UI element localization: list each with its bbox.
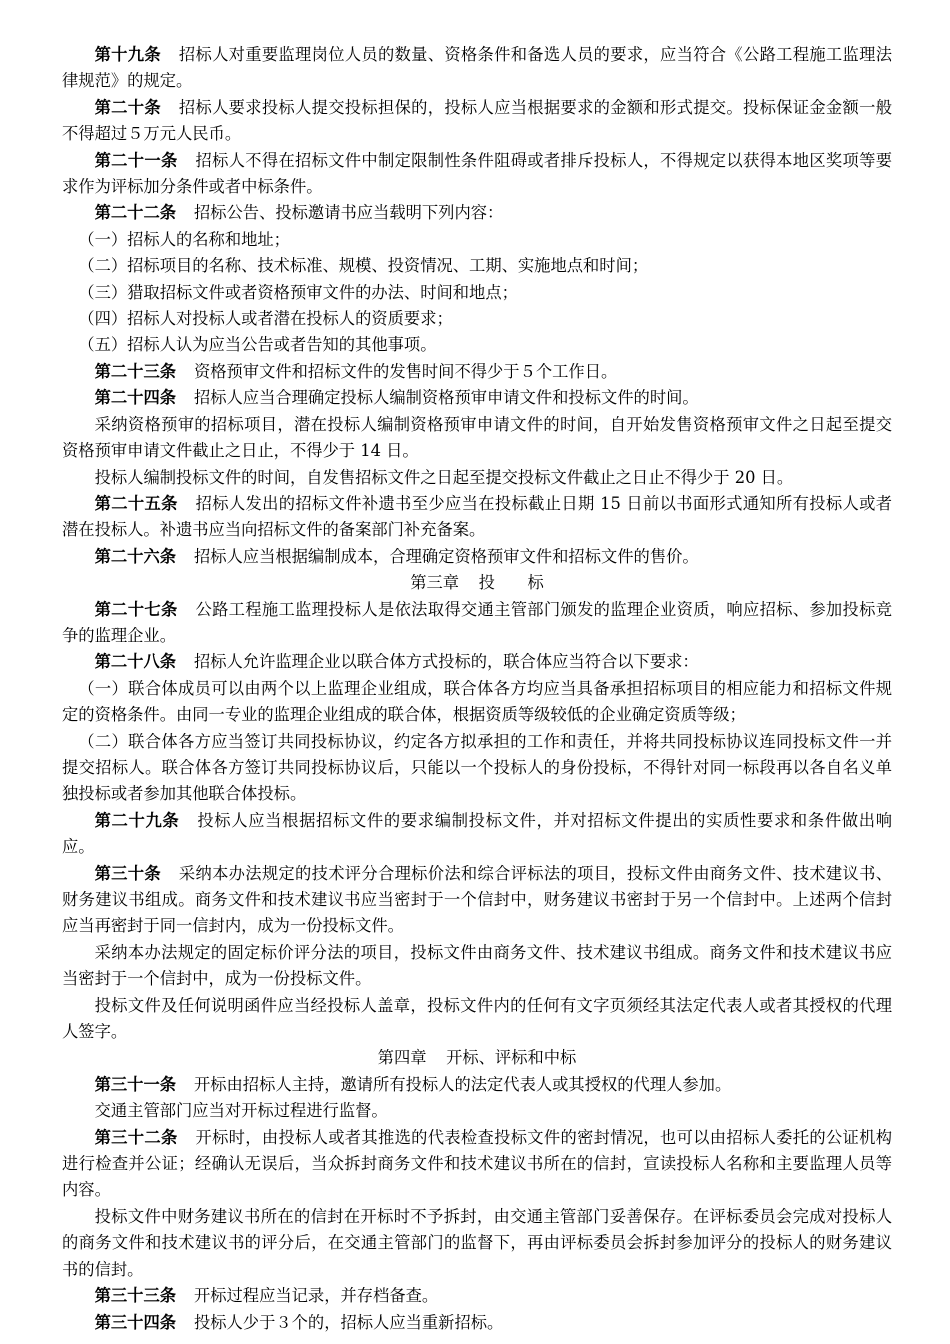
article-label: 第三十条 [94, 863, 161, 883]
chapter-title: 投 标 [478, 573, 544, 593]
article-label: 第二十九条 [94, 810, 180, 830]
article-paragraph [62, 148, 892, 201]
article-text: 公路工程施工监理投标人是依法取得交通主管部门颁发的监理企业资质，响应招标、参加投标竞争的监理企业。 [62, 599, 892, 645]
article-text: 招标人发出的招标文件补遗书至少应当在投标截止日期 15 日前以书面形式通知所有投标人或者潜在投标人。补遗书应当向招标文件的备案部门补充备案。 [62, 493, 892, 540]
body-paragraph [62, 412, 892, 465]
article-label: 第十九条 [94, 45, 161, 64]
list-item [62, 332, 892, 358]
article-text: 投标人少于３个的，招标人应当重新招标。 [193, 1312, 504, 1332]
list-item [62, 253, 892, 279]
chapter-number: 第三章 [410, 573, 460, 593]
article-paragraph [62, 1072, 892, 1098]
article-paragraph [62, 649, 892, 675]
article-text: 招标人允许监理企业以联合体方式投标的，联合体应当符合以下要求： [193, 652, 699, 672]
chapter-number: 第四章 [377, 1048, 427, 1068]
article-paragraph [62, 808, 892, 861]
article-label: 第二十条 [94, 97, 161, 117]
article-label: 第二十二条 [94, 203, 177, 223]
article-paragraph [62, 1125, 892, 1204]
list-item-text: （三）猎取招标文件或者资格预审文件的办法、时间和地点； [78, 282, 518, 302]
article-text: 资格预审文件和招标文件的发售时间不得少于５个工作日。 [193, 361, 618, 381]
list-item-text: （四）招标人对投标人或者潜在投标人的资质要求； [78, 309, 453, 329]
body-paragraph [62, 1098, 892, 1124]
article-label: 第二十七条 [94, 599, 178, 619]
article-paragraph [62, 597, 892, 650]
article-label: 第二十六条 [94, 546, 177, 566]
article-label: 第三十二条 [94, 1127, 178, 1147]
article-text: 招标公告、投标邀请书应当载明下列内容： [193, 203, 504, 223]
list-item-text: （二）联合体各方应当签订共同投标协议，约定各方拟承担的工作和责任，并将共同投标协议连同投标文件一并提交招标人。联合体各方签订共同投标协议后，只能以一个投标人的身份投标，不得针对同一标段再以各自名义单独投标或者参加其他联合体投标。 [62, 731, 892, 804]
article-text: 招标人要求投标人提交投标担保的，投标人应当根据要求的金额和形式提交。投标保证金金额一般不得超过５万元人民币。 [62, 97, 892, 144]
article-text: 开标时，由投标人或者其推选的代表检查投标文件的密封情况，也可以由招标人委托的公证机构进行检查并公证；经确认无误后，当众拆封商务文件和技术建议书所在的信封，宣读投标人名称和主要监理人员等内容。 [62, 1127, 892, 1200]
body-paragraph [62, 993, 892, 1046]
article-paragraph [62, 491, 892, 544]
article-text: 招标人不得在招标文件中制定限制性条件阻碍或者排斥投标人，不得规定以获得本地区奖项等要求作为评标加分条件或者中标条件。 [62, 150, 892, 197]
article-label: 第二十五条 [94, 493, 178, 513]
article-text: 开标由招标人主持，邀请所有投标人的法定代表人或其授权的代理人参加。 [193, 1074, 732, 1094]
chapter-heading [62, 1045, 892, 1071]
article-paragraph [62, 95, 892, 148]
article-paragraph [62, 200, 892, 226]
article-label: 第二十三条 [94, 361, 177, 381]
chapter-heading [62, 570, 892, 596]
paragraph-text: 交通主管部门应当对开标过程进行监督。 [94, 1101, 388, 1121]
paragraph-text: 投标文件中财务建议书所在的信封在开标时不予拆封，由交通主管部门妥善保存。在评标委员会完成对投标人的商务文件和技术建议书的评分后，在交通主管部门的监督下，再由评标委员会拆封参加评分的投标人的财务建议书的信封。 [62, 1206, 892, 1279]
chapter-title: 开标、评标和中标 [446, 1048, 577, 1068]
article-text: 招标人应当根据编制成本，合理确定资格预审文件和招标文件的售价。 [193, 546, 699, 566]
list-item-text: （一）联合体成员可以由两个以上监理企业组成，联合体各方均应当具备承担招标项目的相应能力和招标文件规定的资格条件。由同一专业的监理企业组成的联合体，根据资质等级较低的企业确定资质等级； [62, 678, 892, 725]
article-paragraph [62, 359, 892, 385]
list-item-text: （二）招标项目的名称、技术标准、规模、投资情况、工期、实施地点和时间； [78, 256, 649, 276]
list-item [62, 280, 892, 306]
article-label: 第二十一条 [94, 150, 178, 170]
body-paragraph [62, 465, 892, 491]
list-item-text: （一）招标人的名称和地址； [78, 229, 290, 249]
article-paragraph [62, 861, 892, 940]
list-item [62, 676, 892, 729]
paragraph-text: 采纳本办法规定的固定标价评分法的项目，投标文件由商务文件、技术建议书组成。商务文件和技术建议书应当密封于一个信封中，成为一份投标文件。 [62, 942, 892, 989]
list-item [62, 306, 892, 332]
article-text: 招标人对重要监理岗位人员的数量、资格条件和备选人员的要求，应当符合《公路工程施工监理法律规范》的规定。 [62, 45, 892, 91]
article-paragraph [62, 1283, 892, 1309]
article-text: 采纳本办法规定的技术评分合理标价法和综合评标法的项目，投标文件由商务文件、技术建议书、财务建议书组成。商务文件和技术建议书应当密封于一个信封中，财务建议书密封于另一个信封中。上述两个信封应当再密封于同一信封内，成为一份投标文件。 [62, 863, 892, 936]
body-paragraph [62, 940, 892, 993]
paragraph-text: 采纳资格预审的招标项目，潜在投标人编制资格预审申请文件的时间，自开始发售资格预审文件之日起至提交资格预审申请文件截止之日止，不得少于 14 日。 [62, 414, 892, 461]
body-paragraph [62, 1204, 892, 1283]
article-label: 第三十四条 [94, 1312, 177, 1332]
article-paragraph [62, 544, 892, 570]
article-paragraph [62, 1310, 892, 1336]
article-paragraph [62, 42, 892, 95]
paragraph-text: 投标文件及任何说明函件应当经投标人盖章，投标文件内的任何有文字页须经其法定代表人或者其授权的代理人签字。 [62, 995, 892, 1042]
list-item [62, 227, 892, 253]
article-text: 开标过程应当记录，并存档备查。 [193, 1286, 439, 1306]
article-paragraph [62, 385, 892, 411]
article-text: 投标人应当根据招标文件的要求编制投标文件，并对招标文件提出的实质性要求和条件做出响应。 [62, 810, 892, 857]
article-label: 第三十三条 [94, 1286, 177, 1306]
list-item [62, 729, 892, 808]
paragraph-text: 投标人编制投标文件的时间，自发售招标文件之日起至提交投标文件截止之日止不得少于 20 日。 [94, 467, 794, 487]
article-text: 招标人应当合理确定投标人编制资格预审申请文件和投标文件的时间。 [193, 388, 699, 408]
article-label: 第三十一条 [94, 1074, 177, 1094]
list-item-text: （五）招标人认为应当公告或者告知的其他事项。 [78, 335, 437, 355]
article-label: 第二十八条 [94, 652, 177, 672]
article-label: 第二十四条 [94, 388, 177, 408]
